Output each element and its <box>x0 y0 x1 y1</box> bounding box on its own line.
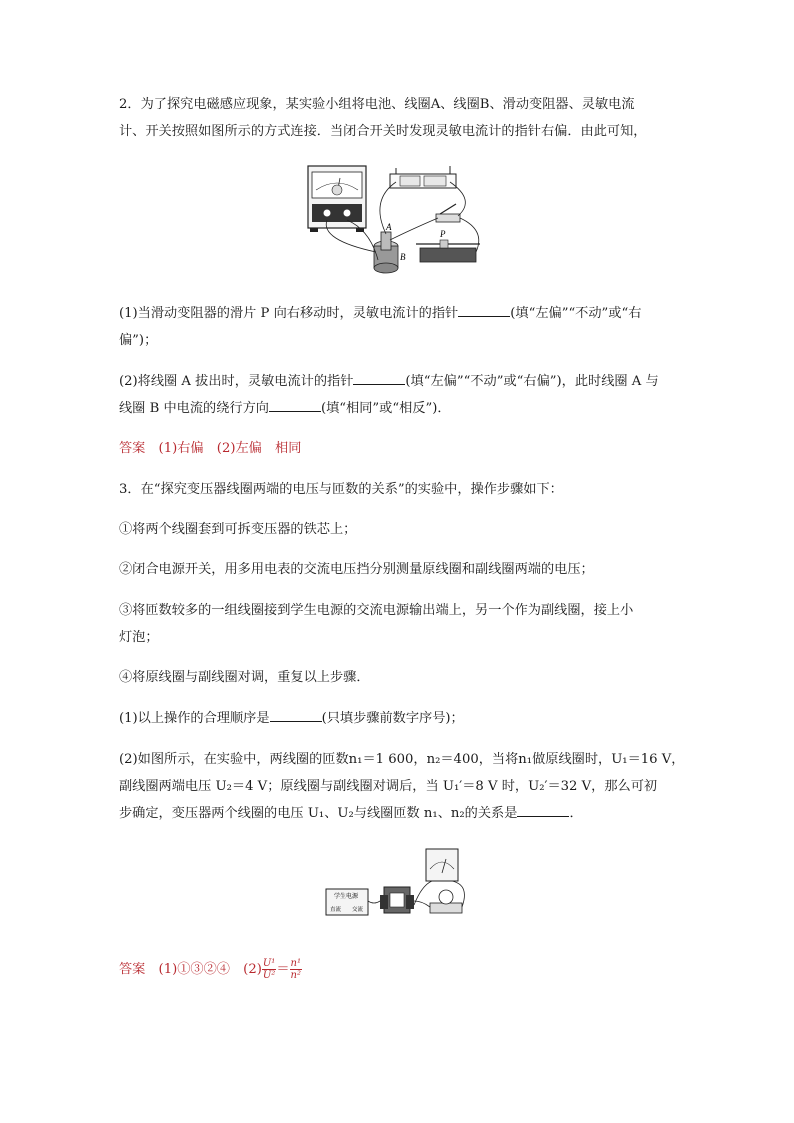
q2-sub1-blank <box>458 304 510 317</box>
answer-fraction-right: $\frac{\text{n¹}}{\text{n²}}$ <box>290 958 301 981</box>
q3-step-3-line-1: ③将匝数较多的一组线圈接到学生电源的交流电源输出端上，另一个作为副线圈，接上小 <box>119 603 634 618</box>
q3-sub1-blank <box>270 709 322 722</box>
power-supply-label: 学生电源 <box>334 893 359 900</box>
q3-step-4: ④将原线圈与副线圈对调，重复以上步骤． <box>119 670 370 685</box>
q2-answer: 答案 (1)右偏 (2)左偏 相同 <box>119 441 302 456</box>
q2-text-line-2: 计、开关按照如图所示的方式连接．当闭合开关时发现灵敏电流计的指针右偏．由此可知， <box>119 124 647 139</box>
power-ac-label: 交流 <box>352 907 364 913</box>
q3-step-2: ②闭合电源开关，用多用电表的交流电压挡分别测量原线圈和副线圈两端的电压； <box>119 562 594 577</box>
q3-answer: 答案 (1)①③②④ (2) $\frac{\text{U¹}}{\text{U²}}$ ＝ $\frac{\text{n¹}}{\text{n²}}$ <box>119 958 301 981</box>
q3-sub2-line-2: 副线圈两端电压 U₂＝4 V；原线圈与副线圈对调后，当 U₁′＝8 V 时，U₂′＝32 V，那么可初 <box>119 779 658 794</box>
q3-text-line-1: 3．在“探究变压器线圈两端的电压与匝数的关系”的实验中，操作步骤如下： <box>119 482 563 497</box>
coil-b-label: B <box>400 252 406 262</box>
transformer-figure <box>322 845 472 920</box>
q3-sub1: (1)以上操作的合理顺序是 (只填步骤前数字序号)； <box>119 711 464 726</box>
q3-sub2-line-3: 步确定，变压器两个线圈的电压 U₁、U₂与线圈匝数 n₁、n₂的关系是 ． <box>119 806 583 821</box>
q2-sub2-blank-1 <box>353 372 405 385</box>
q2-sub1-line-2: 偏”)； <box>119 333 158 348</box>
q2-sub1-line-1: (1)当滑动变阻器的滑片 P 向右移动时，灵敏电流计的指针 (填“左偏”“不动”或“右 <box>119 306 642 321</box>
slider-p-label: P <box>440 229 446 239</box>
q3-step-1: ①将两个线圈套到可拆变压器的铁芯上； <box>119 522 357 537</box>
q3-step-3-line-2: 灯泡； <box>119 630 159 645</box>
q3-sub2-line-1: (2)如图所示，在实验中，两线圈的匝数n₁＝1 600，n₂＝400，当将n₁做原线圈时，U₁＝16 V， <box>119 752 685 767</box>
galvanometer-circuit-figure <box>300 160 490 280</box>
answer-fraction-left: $\frac{\text{U¹}}{\text{U²}}$ <box>262 958 276 981</box>
power-dc-label: 直流 <box>330 907 342 913</box>
q2-sub2-line-2: 线圈 B 中电流的绕行方向 (填“相同”或“相反”)． <box>119 401 451 416</box>
q2-sub2-line-1: (2)将线圈 A 拔出时，灵敏电流计的指针 (填“左偏”“不动”或“右偏”)，此时线圈 A 与 <box>119 374 659 389</box>
coil-a-label: A <box>386 222 392 232</box>
q2-text-line-1: 2．为了探究电磁感应现象，某实验小组将电池、线圈A、线圈B、滑动变阻器、灵敏电流 <box>119 97 635 112</box>
q3-sub2-blank <box>517 804 569 817</box>
q2-sub2-blank-2 <box>269 399 321 412</box>
